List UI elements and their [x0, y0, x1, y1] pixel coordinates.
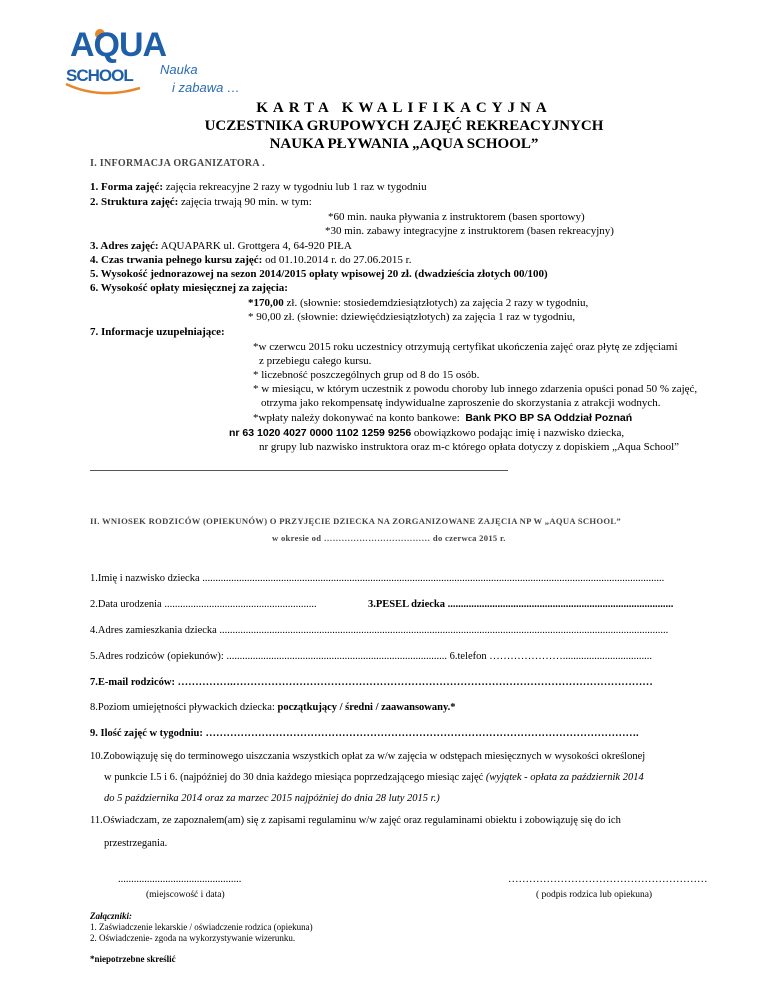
info-line-6b: * 90,00 zł. (słownie: dziewięćdziesiątzłotych) za zajęcia 1 raz w tygodniu,	[248, 311, 576, 323]
price-text: zł. (słownie: stosiedemdziesiątzłotych) za zajęcia 2 razy w tygodniu,	[283, 297, 589, 309]
info-line-7e	[229, 427, 624, 439]
info-line-6: 6. Wysokość opłaty miesięcznej za zajęcia:	[90, 282, 288, 294]
info-line-7f: nr grupy lub nazwisko instruktora oraz m-c którego opłata dotyczy z dopiskiem „Aqua School”	[259, 441, 680, 453]
attachments-heading: Załączniki:	[90, 911, 132, 921]
bank-name: Bank PKO BP SA Oddział Poznań	[465, 412, 633, 424]
declaration-10-exception: (wyjątek - opłata za październik 2014	[483, 772, 644, 783]
price-bold: *170,00	[248, 297, 284, 309]
info-line-6a	[248, 297, 588, 309]
info-label: 2. Struktura zajęć:	[90, 196, 179, 208]
field-child-address[interactable]: 4.Adres zamieszkania dziecka ...........................................................................................................................................................................	[90, 625, 669, 636]
field-birth-date[interactable]: 2.Data urodzenia ..........................................................	[90, 599, 317, 610]
attachment-1: 1. Zaświadczenie lekarskie / oświadczenie rodzica (opiekuna)	[90, 922, 313, 932]
info-line-5: 5. Wysokość jednorazowej na sezon 2014/2015 opłaty wpisowej 20 zł. (dwadzieścia złotych 00/100)	[90, 268, 548, 280]
logo-tagline-1: Nauka	[160, 62, 198, 77]
info-line-7: 7. Informacje uzupełniające:	[90, 326, 225, 338]
info-value: zajęcia rekreacyjne 2 razy w tygodniu lub 1 raz w tygodniu	[163, 181, 427, 193]
field-child-name[interactable]: 1.Imię i nazwisko dziecka ................................................................................................................................................................................	[90, 573, 665, 584]
declaration-11-line-2: przestrzegania.	[104, 838, 168, 849]
info-line-7c: * w miesiącu, w którym uczestnik z powodu choroby lub innego zdarzenia opuści ponad 50 % zajęć,	[253, 383, 698, 395]
info-label: 4. Czas trwania pełnego kursu zajęć:	[90, 254, 263, 266]
declaration-11-line-1: 11.Oświadczam, ze zapoznałem(am) się z zapisami regulaminu w/w zajęć oraz regulaminami obiektu i zobowiązuję się do ich	[90, 815, 621, 826]
info-line-7a2: z przebiegu całego kursu.	[259, 355, 372, 367]
field-parent-address-phone[interactable]: 5.Adres rodziców (opiekunów): .................................................................................... 6.telefon …………………..................................	[90, 651, 652, 662]
info-line-2	[90, 196, 312, 208]
swim-level-options[interactable]: początkujący / średni / zaawansowany.*	[277, 702, 456, 713]
field-pesel[interactable]: 3.PESEL dziecka ......................................................................................	[368, 599, 674, 610]
section-1-heading: I. INFORMACJA ORGANIZATORA .	[90, 158, 265, 169]
logo-aqua-text: AQUA	[70, 26, 167, 64]
field-parent-email[interactable]: 7.E-mail rodziców: …………….…………………………………………………………………………………………………………	[90, 677, 653, 688]
field-sessions-per-week[interactable]: 9. Ilość zajęć w tygodniu: …………………………………………………………………………………………………………….	[90, 728, 639, 739]
document-subtitle-1: UCZESTNIKA GRUPOWYCH ZAJĘĆ REKREACYJNYCH	[204, 118, 604, 134]
info-line-3	[90, 240, 352, 252]
info-line-4	[90, 254, 411, 266]
signature-label: ( podpis rodzica lub opiekuna)	[536, 890, 653, 900]
document-subtitle-2: NAUKA PŁYWANIA „AQUA SCHOOL”	[269, 136, 539, 152]
info-value: zajęcia trwają 90 min. w tym:	[178, 196, 312, 208]
document-title: KARTA KWALIFIKACYJNA	[256, 100, 552, 116]
place-date-field[interactable]: ...............................................	[118, 874, 242, 885]
info-line-2a: *60 min. nauka pływania z instruktorem (basen sportowy)	[328, 211, 585, 223]
bank-intro: *wpłaty należy dokonywać na konto bankowe:	[253, 412, 460, 424]
declaration-10-line-2	[104, 772, 644, 783]
info-label: 3. Adres zajęć:	[90, 240, 159, 252]
field-swim-level[interactable]	[90, 702, 456, 713]
logo-tagline-2: i zabawa …	[172, 80, 240, 95]
info-line-2b: *30 min. zabawy integracyjne z instruktorem (basen rekreacyjny)	[325, 225, 614, 237]
place-date-label: (miejscowość i data)	[146, 890, 225, 900]
account-note: obowiązkowo podając imię i nazwisko dziecka,	[411, 427, 625, 439]
info-value: od 01.10.2014 r. do 27.06.2015 r.	[262, 254, 412, 266]
info-line-1	[90, 181, 427, 193]
account-number: nr 63 1020 4027 0000 1102 1259 9256	[229, 427, 412, 439]
section-2-heading: II. WNIOSEK RODZICÓW (OPIEKUNÓW) O PRZYJĘCIE DZIECKA NA ZORGANIZOWANE ZAJĘCIA NP W „AQUA SCHOOL”	[90, 516, 621, 526]
info-line-7b: * liczebność poszczególnych grup od 8 do 15 osób.	[253, 369, 480, 381]
info-value: AQUAPARK ul. Grottgera 4, 64-920 PIŁA	[158, 240, 352, 252]
declaration-10-text: w punkcie I.5 i 6. (najpóźniej do 30 dnia każdego miesiąca poprzedzającego miesiąc zajęć	[104, 772, 484, 783]
logo-school-text: SCHOOL	[66, 66, 133, 85]
section-divider	[90, 470, 508, 471]
strike-note: *niepotrzebne skreślić	[90, 954, 176, 964]
declaration-10-line-3: do 5 października 2014 oraz za marzec 2015 najpóźniej do dnia 28 luty 2015 r.)	[104, 793, 440, 804]
info-label: 1. Forma zajęć:	[90, 181, 163, 193]
info-line-7a: *w czerwcu 2015 roku uczestnicy otrzymują certyfikat ukończenia zajęć oraz płytę ze zdjęciami	[253, 341, 678, 353]
attachment-2: 2. Oświadczenie- zgoda na wykorzystywanie wizerunku.	[90, 933, 296, 943]
section-2-subheading: w okresie od ……………………………… do czerwca 2015 r.	[272, 533, 506, 543]
info-line-7d	[253, 412, 632, 424]
signature-field[interactable]: …………………………………………………	[508, 874, 708, 885]
swim-level-label: 8.Poziom umiejętności pływackich dziecka:	[90, 702, 278, 713]
declaration-10-line-1: 10.Zobowiązuję się do terminowego uiszczania wszystkich opłat za w/w zajęcia w odstępach miesięcznych w wysokości określonej	[90, 751, 646, 762]
info-line-7c2: otrzyma jako rekompensatę indywidualne zaproszenie do skorzystania z atrakcji wodnych.	[261, 397, 661, 409]
